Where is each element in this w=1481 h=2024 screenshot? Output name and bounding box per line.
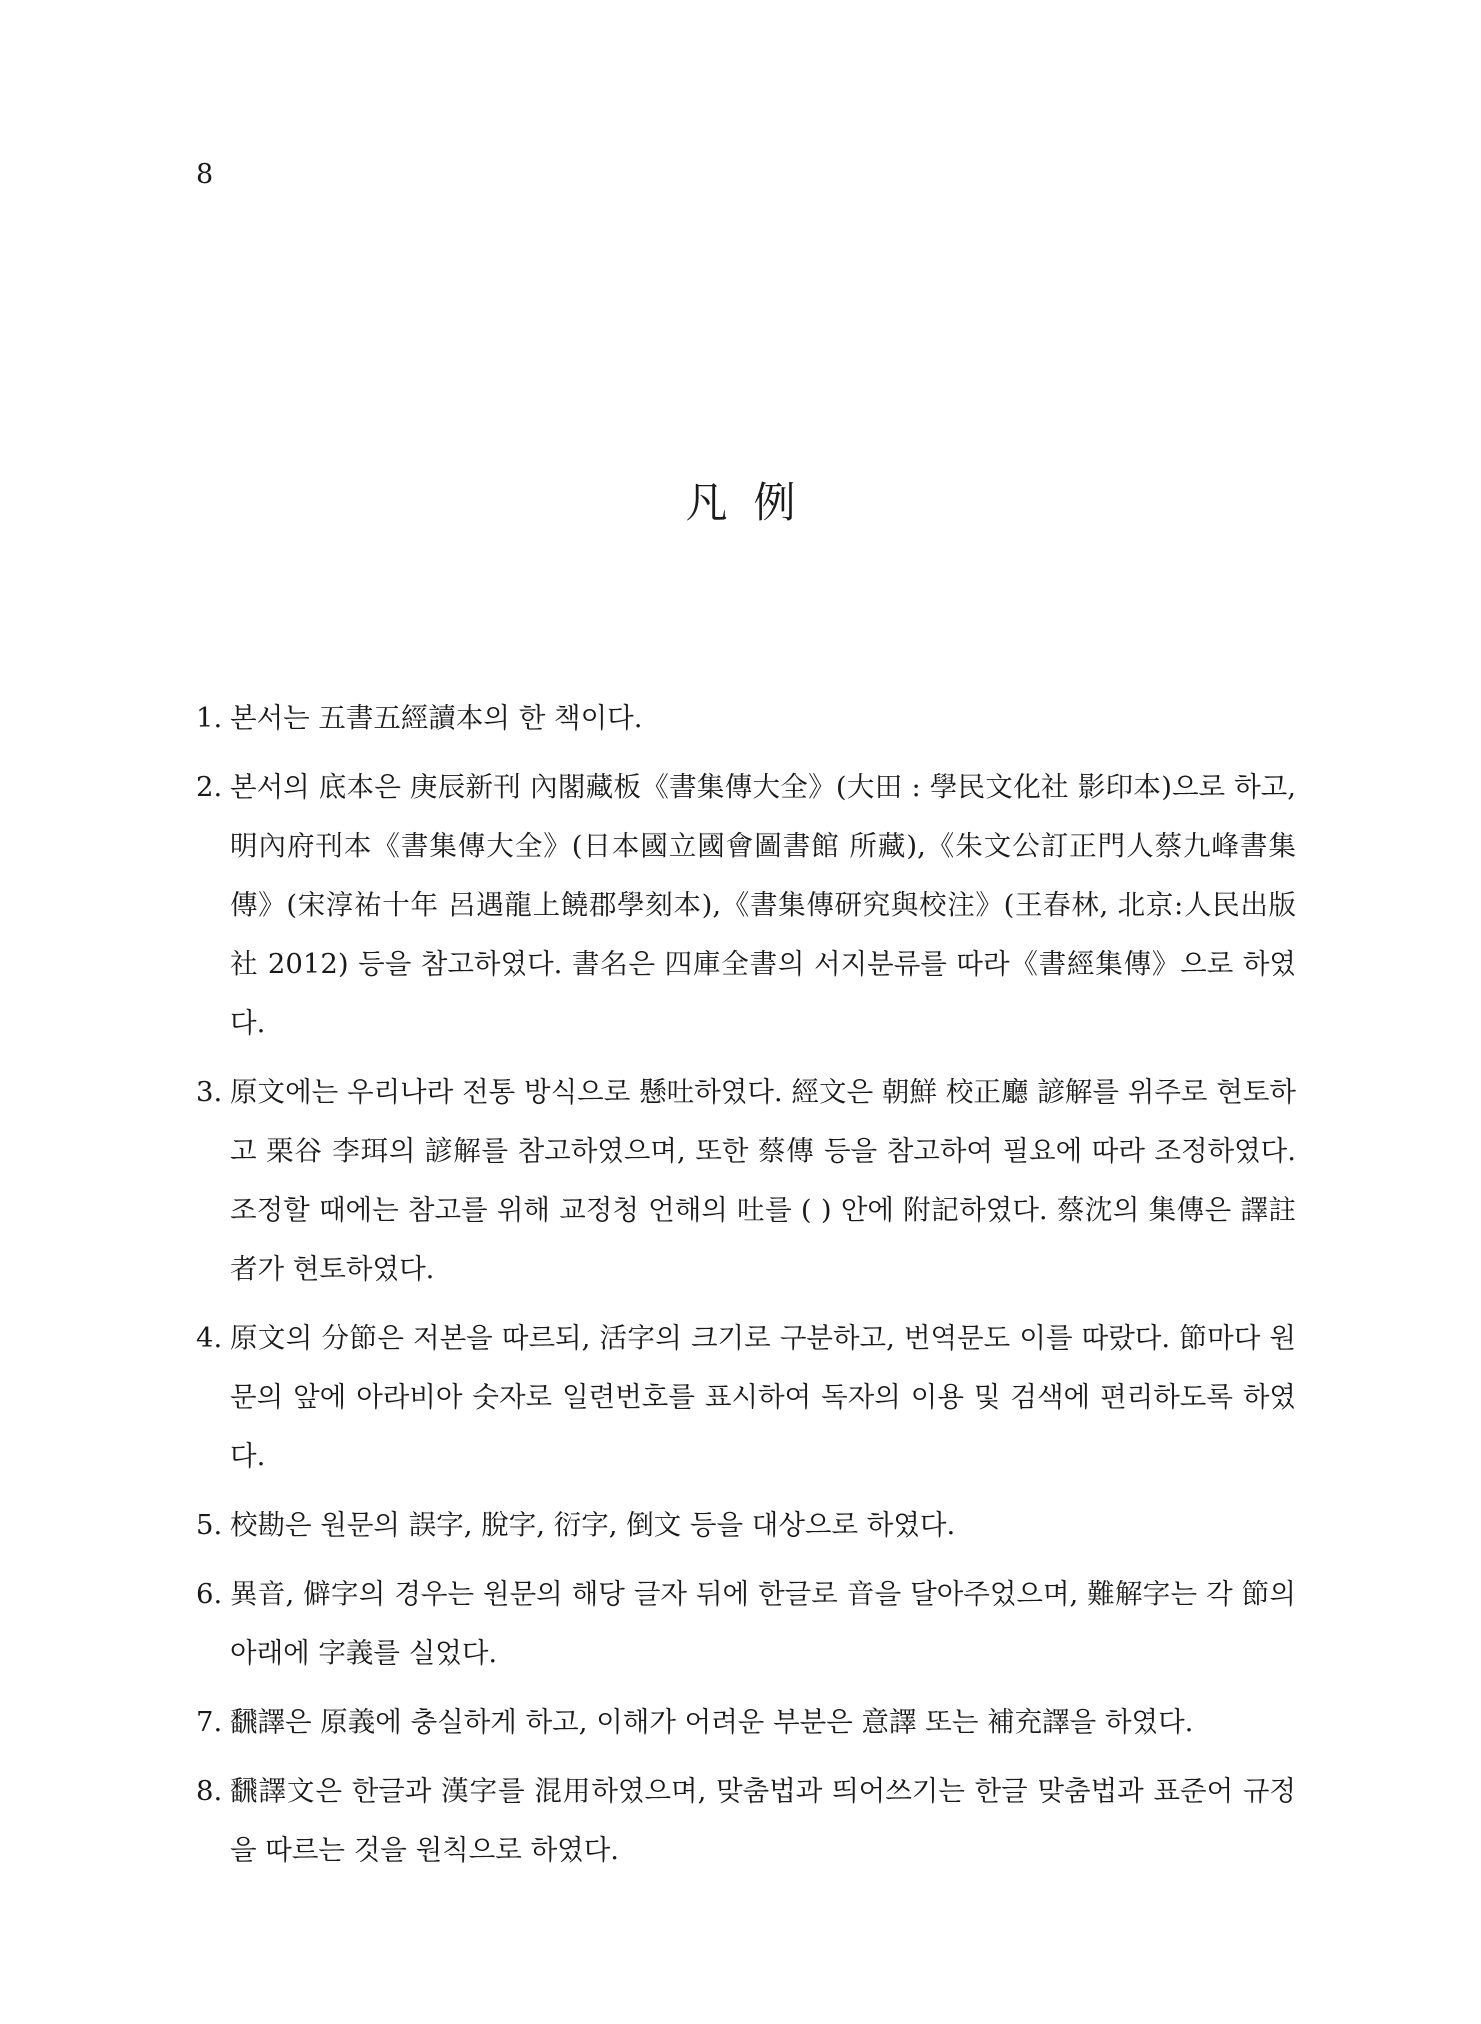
note-number: 3. [196, 1076, 223, 1108]
note-text: 飜譯은 原義에 충실하게 하고, 이해가 어려운 부분은 意譯 또는 補充譯을 하였다. [230, 1706, 1194, 1738]
list-item [196, 1063, 1296, 1299]
note-text: 校勘은 원문의 誤字, 脫字, 衍字, 倒文 등을 대상으로 하였다. [230, 1509, 956, 1541]
note-text: 본서의 底本은 庚辰新刊 內閣藏板《書集傳大全》(大田 : 學民文化社 影印本)으로 하고, 明內府刊本《書集傳大全》(日本國立國會圖書館 所藏),《朱文公訂正門人蔡九峰書集傳》(宋淳祐十年 呂遇龍上饒郡學刻本),《書集傳研究與校注》(王春林, 北京:人民出版社 2012) 등을 참고하였다. 書名은 四庫全書의 서지분류를 따라《書經集傳》으로 하였다. [230, 771, 1296, 1039]
note-number: 7. [196, 1706, 223, 1738]
note-text: 原文의 分節은 저본을 따르되, 活字의 크기로 구분하고, 번역문도 이를 따랐다. 節마다 원문의 앞에 아라비아 숫자로 일련번호를 표시하여 독자의 이용 및 검색에 편리하도록 하였다. [230, 1322, 1296, 1472]
note-text: 본서는 五書五經讀本의 한 책이다. [230, 702, 643, 734]
list-item [196, 1693, 1296, 1752]
list-item [196, 1496, 1296, 1555]
note-number: 1. [196, 702, 223, 734]
note-text: 異音, 僻字의 경우는 원문의 해당 글자 뒤에 한글로 音을 달아주었으며, 難解字는 각 節의 아래에 字義를 실었다. [230, 1578, 1296, 1669]
list-item [196, 758, 1296, 1053]
note-text: 飜譯文은 한글과 漢字를 混用하였으며, 맞춤법과 띄어쓰기는 한글 맞춤법과 표준어 규정을 따르는 것을 원칙으로 하였다. [230, 1775, 1296, 1866]
list-item [196, 1309, 1296, 1486]
page-title: 凡例 [685, 478, 822, 527]
list-item [196, 689, 1296, 748]
note-number: 5. [196, 1509, 223, 1541]
list-item [196, 1565, 1296, 1683]
note-text: 原文에는 우리나라 전통 방식으로 懸吐하였다. 經文은 朝鮮 校正廳 諺解를 위주로 현토하고 栗谷 李珥의 諺解를 참고하였으며, 또한 蔡傳 등을 참고하여 필요에 따라 조정하였다. 조정할 때에는 참고를 위해 교정청 언해의 吐를 ( ) 안에 附記하였다. 蔡沈의 集傳은 譯註者가 현토하였다. [230, 1076, 1296, 1285]
note-number: 2. [196, 771, 223, 803]
list-item [196, 1762, 1296, 1880]
page-number: 8 [196, 159, 214, 190]
notes-list [196, 689, 1296, 1890]
note-number: 4. [196, 1322, 223, 1354]
note-number: 8. [196, 1775, 223, 1807]
note-number: 6. [196, 1578, 223, 1610]
